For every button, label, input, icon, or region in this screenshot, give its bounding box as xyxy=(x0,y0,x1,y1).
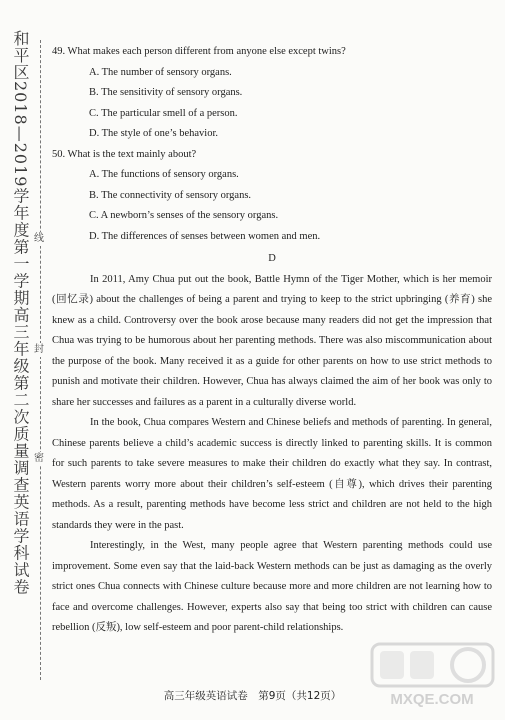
passage-paragraph-1: In 2011, Amy Chua put out the book, Battle Hymn of the Tiger Mother, which is her memoir (回忆录) about the challenges of being a parent and trying to keep to the strict upbringing (养育) she knew as a child. Controversy over the book arose because many readers did not get the impression that Chua was trying to be humorous about her parenting methods. There was also miscommunication about the purpose of the book. Many received it as a guide for other parents on how to use strict methods to punish and motivate their children. However, Chua has always claimed the aim of her book was only to share her successes and failures as a parent in a culturally diverse world. xyxy=(52,273,492,408)
cut-line xyxy=(40,40,41,680)
question-50-option-a: A. The functions of sensory organs. xyxy=(89,169,239,180)
section-heading: D xyxy=(268,253,276,264)
page-footer: 高三年级英语试卷 第9页（共12页） xyxy=(163,690,342,702)
exam-title-vertical: 和平区2018—2019学年度第一学期高三年级第二次质量调查英语学科试卷 xyxy=(11,30,30,596)
cut-mark-xian: 线 xyxy=(34,233,44,244)
question-49-option-d: D. The style of one’s behavior. xyxy=(89,128,218,139)
question-50-option-d: D. The differences of senses between women and men. xyxy=(89,230,321,242)
cut-mark-feng: 封 xyxy=(34,344,44,355)
question-49-option-c: C. The particular smell of a person. xyxy=(89,107,238,119)
exam-content xyxy=(52,42,492,639)
question-49-stem: 49. What makes each person different from anyone else except twins? xyxy=(52,46,346,57)
passage-paragraph-2: In the book, Chua compares Western and Chinese beliefs and methods of parenting. In general, Chinese parents believe a child’s academic success is directly linked to parenting skills. It is common for such parents to take severe measures to make their children do exactly what they say. In contrast, Western parents worry more about their children’s self-esteem (自尊), which drives their parenting methods. As a result, parenting methods have become less strict and children are not held to the high standards they were in the past. xyxy=(52,417,492,531)
passage-paragraph-3: Interestingly, in the West, many people agree that Western parenting methods could use improvement. Some even say that the laid-back Western methods can be just as damaging as the overly strict ones Chua connects with Chinese culture because more and more children are not learning how to face and overcome challenges. However, experts also say that being too strict with children can cause rebellion (反叛), low self-esteem and poor parent-child relationships. xyxy=(52,540,492,633)
watermark-logo xyxy=(370,640,495,710)
binding-margin xyxy=(0,30,34,690)
question-49-option-a: A. The number of sensory organs. xyxy=(89,66,232,78)
question-50-option-c: C. A newborn’s senses of the sensory organs. xyxy=(89,210,279,221)
cut-mark-mi: 密 xyxy=(34,453,44,464)
question-49-option-b: B. The sensitivity of sensory organs. xyxy=(89,87,243,98)
question-50-stem: 50. What is the text mainly about? xyxy=(52,148,197,160)
question-50-option-b: B. The connectivity of sensory organs. xyxy=(89,189,252,201)
watermark-text: MXQE.COM xyxy=(390,691,474,708)
